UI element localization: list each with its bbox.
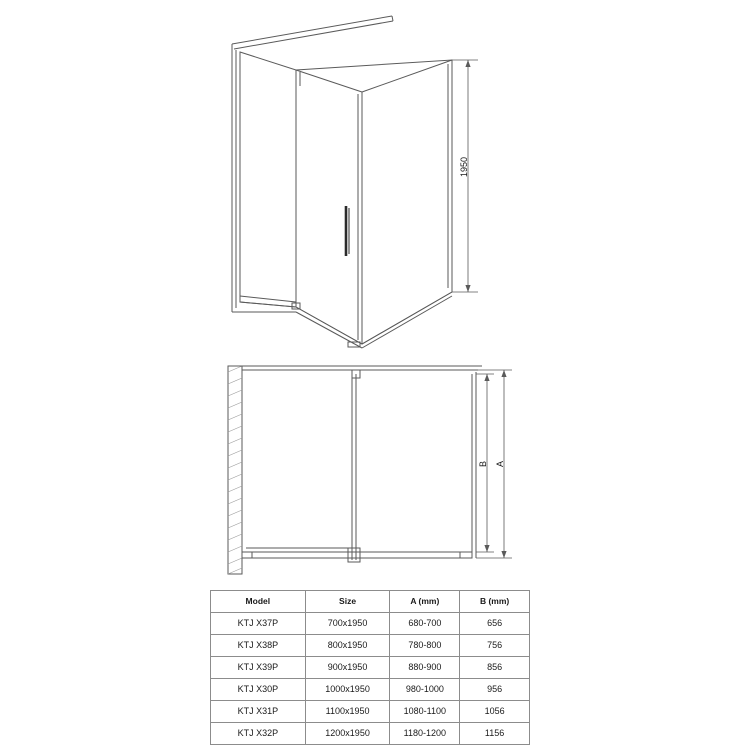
cell-b: 756 — [460, 635, 530, 657]
plan-right-bracket — [460, 552, 472, 558]
panel-top-front-edge — [296, 70, 362, 92]
floor-edge-right — [362, 292, 452, 344]
cell-a: 1180-1200 — [390, 723, 460, 745]
table-row — [211, 657, 530, 679]
sliding-door-glass — [240, 52, 296, 307]
cell-size: 900x1950 — [305, 657, 390, 679]
cell-b: 656 — [460, 613, 530, 635]
dimension-b-label: B — [478, 460, 488, 468]
wall-hatching — [228, 366, 242, 574]
floor-edge-front — [296, 307, 362, 344]
cell-size: 1100x1950 — [305, 701, 390, 723]
door-bottom-rail-2 — [240, 302, 296, 307]
cell-model: KTJ X32P — [211, 723, 306, 745]
specification-table-wrapper — [210, 590, 530, 745]
cell-a: 780-800 — [390, 635, 460, 657]
cell-size: 1200x1950 — [305, 723, 390, 745]
cell-b: 956 — [460, 679, 530, 701]
top-plan-view — [228, 366, 482, 574]
top-rail-upper — [232, 16, 392, 44]
door-bottom-rail — [240, 296, 296, 302]
cell-a: 980-1000 — [390, 679, 460, 701]
perspective-view — [232, 16, 452, 348]
table-row — [211, 635, 530, 657]
cell-a: 1080-1100 — [390, 701, 460, 723]
fixed-glass-panel — [296, 60, 452, 344]
cell-size: 1000x1950 — [305, 679, 390, 701]
cell-model: KTJ X38P — [211, 635, 306, 657]
cell-model: KTJ X30P — [211, 679, 306, 701]
wall-section — [228, 366, 242, 574]
floor-edge-right-2 — [362, 296, 452, 348]
height-dimension-label: 1950 — [459, 156, 469, 178]
cell-a: 680-700 — [390, 613, 460, 635]
table-row — [211, 613, 530, 635]
cell-a: 880-900 — [390, 657, 460, 679]
column-header-model: Model — [211, 591, 306, 613]
cell-b: 856 — [460, 657, 530, 679]
floor-edge-front-2 — [296, 312, 362, 348]
plan-door-roller — [348, 548, 360, 562]
cell-size: 700x1950 — [305, 613, 390, 635]
table-row — [211, 679, 530, 701]
table-row — [211, 701, 530, 723]
column-header-size: Size — [305, 591, 390, 613]
cell-model: KTJ X37P — [211, 613, 306, 635]
cell-model: KTJ X31P — [211, 701, 306, 723]
dimension-a-label: A — [495, 460, 505, 468]
cell-b: 1056 — [460, 701, 530, 723]
top-rail-cap — [392, 16, 393, 21]
cell-model: KTJ X39P — [211, 657, 306, 679]
column-header-b: B (mm) — [460, 591, 530, 613]
column-header-a: A (mm) — [390, 591, 460, 613]
cell-size: 800x1950 — [305, 635, 390, 657]
top-rail-upper-2 — [234, 21, 393, 49]
cell-b: 1156 — [460, 723, 530, 745]
specification-table — [210, 590, 530, 745]
table-row — [211, 723, 530, 745]
table-header-row — [211, 591, 530, 613]
plan-left-bracket — [242, 552, 252, 558]
